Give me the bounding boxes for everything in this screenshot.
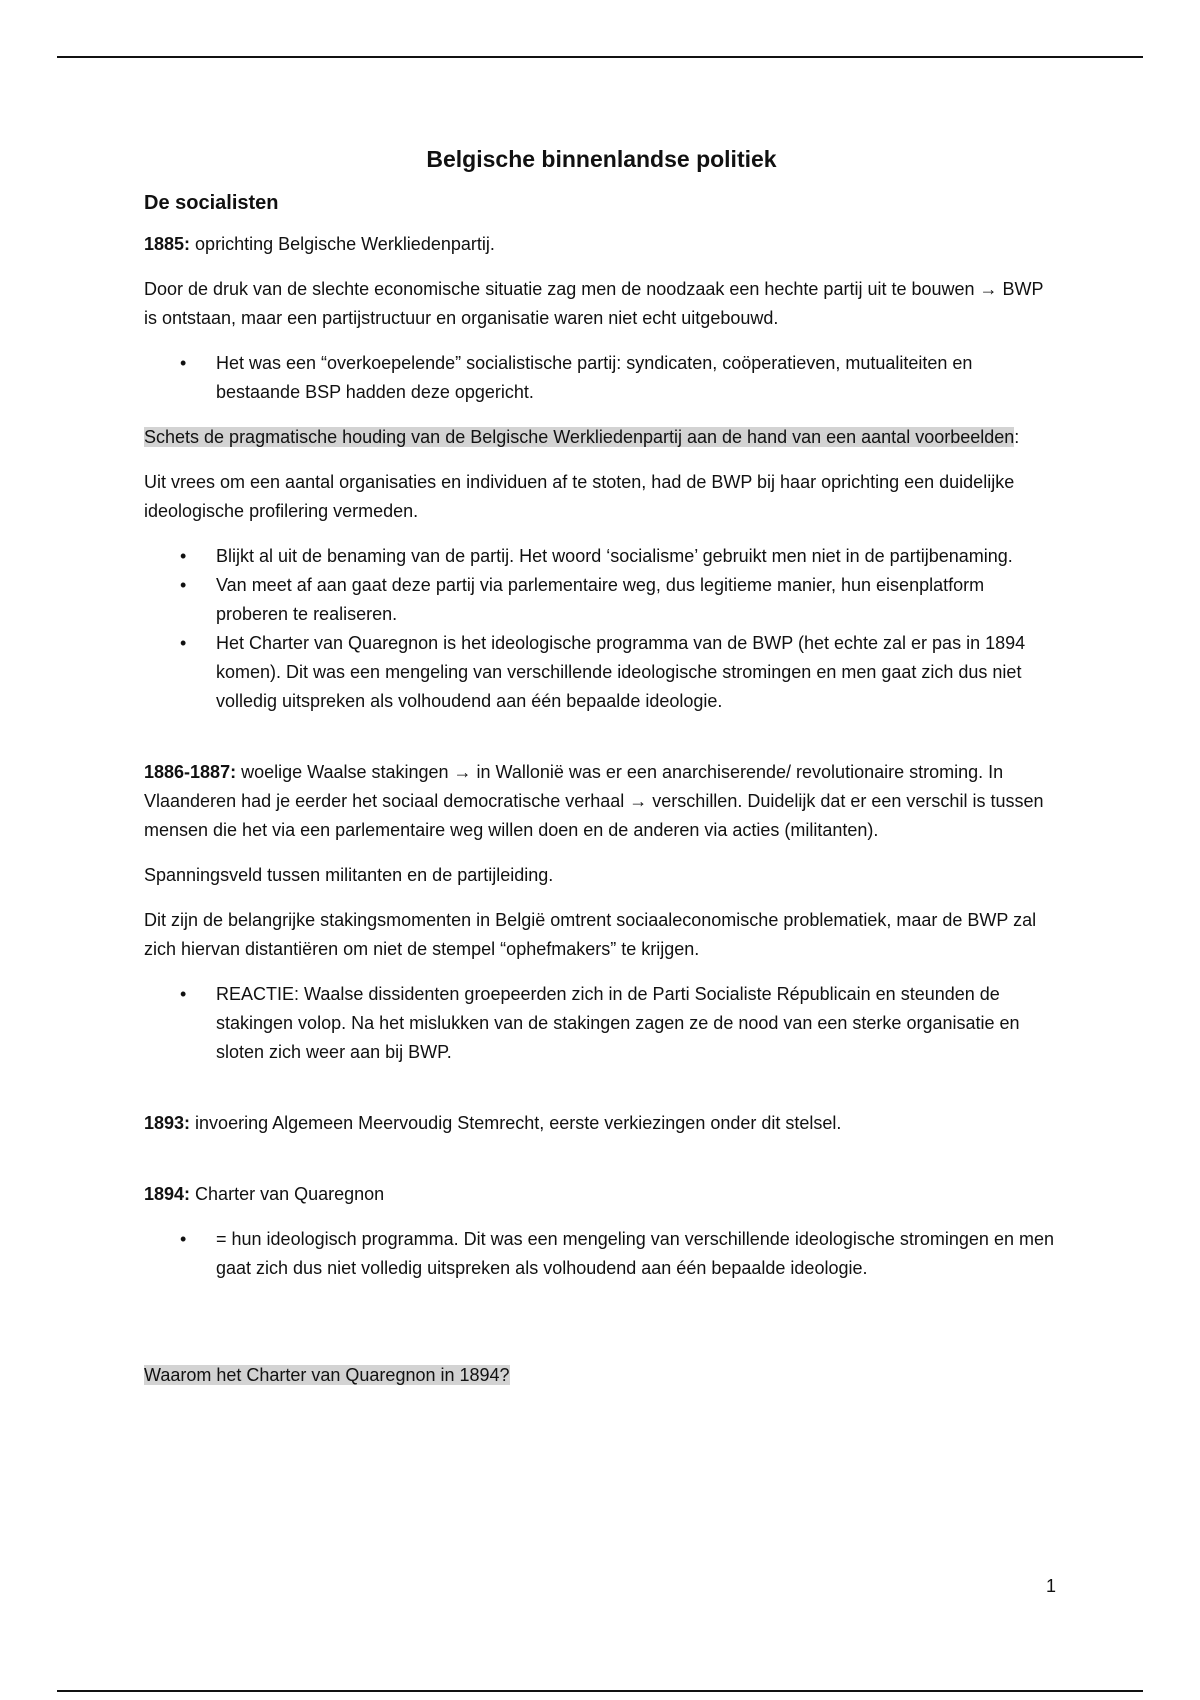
paragraph-strikes: Dit zijn de belangrijke stakingsmomenten in België omtrent sociaaleconomische problematiek, maar de BWP zal zich hiervan distantiëren om niet de stempel “ophefmakers” te krijgen. <box>144 910 1037 959</box>
list-item: • Het Charter van Quaregnon is het ideologische programma van de BWP (het echte zal er pas in 1894 komen). Dit was een mengeling van verschillende ideologische stromingen en men gaat zich dus niet volledig uitspreken als volhoudend aan één bepaalde ideologie. <box>216 629 1059 716</box>
list-item: • Van meet af aan gaat deze partij via parlementaire weg, dus legitieme manier, hun eisenplatform proberen te realiseren. <box>216 571 1059 629</box>
paragraph-1894 <box>144 1180 1059 1209</box>
year-label: 1885: <box>144 234 191 254</box>
bullet-list-3 <box>144 980 1059 1067</box>
paragraph-bwp-context: Door de druk van de slechte economische situatie zag men de noodzaak een hechte partij uit te bouwen → BWP is ontstaan, maar een partijstructuur en organisatie waren niet echt uitgebouwd. <box>144 279 1044 328</box>
header-rule <box>57 56 1143 58</box>
paragraph-text: woelige Waalse stakingen → in Wallonië was er een anarchiserende/ revolutionaire stroming. In Vlaanderen had je eerder het sociaal democratische verhaal → verschillen. Duidelijk dat er een verschil is tussen mensen die het via een parlementaire weg willen doen en de anderen via acties (militanten). <box>144 762 1044 840</box>
year-label: 1886-1887: <box>144 762 237 782</box>
spacer <box>144 732 1059 758</box>
bullet-list-1 <box>144 349 1059 407</box>
paragraph-ideological-profile: Uit vrees om een aantal organisaties en individuen af te stoten, had de BWP bij haar oprichting een duidelijke ideologische profilering vermeden. <box>144 472 1015 521</box>
spacer <box>144 1083 1059 1109</box>
paragraph-text: invoering Algemeen Meervoudig Stemrecht, eerste verkiezingen onder dit stelsel. <box>190 1113 842 1133</box>
highlighted-question: Waarom het Charter van Quaregnon in 1894? <box>144 1365 510 1385</box>
question-charter-1894 <box>144 1361 1059 1390</box>
year-label: 1894: <box>144 1184 191 1204</box>
paragraph-tension: Spanningsveld tussen militanten en de partijleiding. <box>144 865 554 885</box>
page-number: 1 <box>1046 1576 1057 1596</box>
paragraph-1893 <box>144 1109 1059 1138</box>
document-title: Belgische binnenlandse politiek <box>426 146 777 172</box>
spacer <box>144 1154 1059 1180</box>
bullet-list-4 <box>144 1225 1059 1283</box>
paragraph-text: oprichting Belgische Werkliedenpartij. <box>190 234 495 254</box>
section-heading: De socialisten <box>144 192 279 214</box>
paragraph-1885 <box>144 230 1059 259</box>
highlighted-question: Schets de pragmatische houding van de Belgische Werkliedenpartij aan de hand van een aantal voorbeelden <box>144 427 1015 447</box>
question-colon: : <box>1014 427 1020 447</box>
list-item: • Blijkt al uit de benaming van de partij. Het woord ‘socialisme’ gebruikt men niet in de partijbenaming. <box>216 542 1059 571</box>
list-item: • REACTIE: Waalse dissidenten groepeerden zich in de Parti Socialiste Républicain en steunden de stakingen volop. Na het mislukken van de stakingen zagen ze de nood van een sterke organisatie en sloten zich weer aan bij BWP. <box>216 980 1059 1067</box>
footer-rule <box>57 1690 1143 1692</box>
year-label: 1893: <box>144 1113 191 1133</box>
list-item: • = hun ideologisch programma. Dit was een mengeling van verschillende ideologische stromingen en men gaat zich dus niet volledig uitspreken als volhoudend aan één bepaalde ideologie. <box>216 1225 1059 1283</box>
list-item: • Het was een “overkoepelende” socialistische partij: syndicaten, coöperatieven, mutualiteiten en bestaande BSP hadden deze opgericht. <box>216 349 1059 407</box>
question-pragmatic-stance <box>144 423 1059 452</box>
spacer <box>144 1299 1059 1361</box>
document-page <box>144 140 1059 1406</box>
paragraph-1886-1887 <box>144 758 1059 845</box>
bullet-list-2 <box>144 542 1059 716</box>
paragraph-text: Charter van Quaregnon <box>190 1184 385 1204</box>
